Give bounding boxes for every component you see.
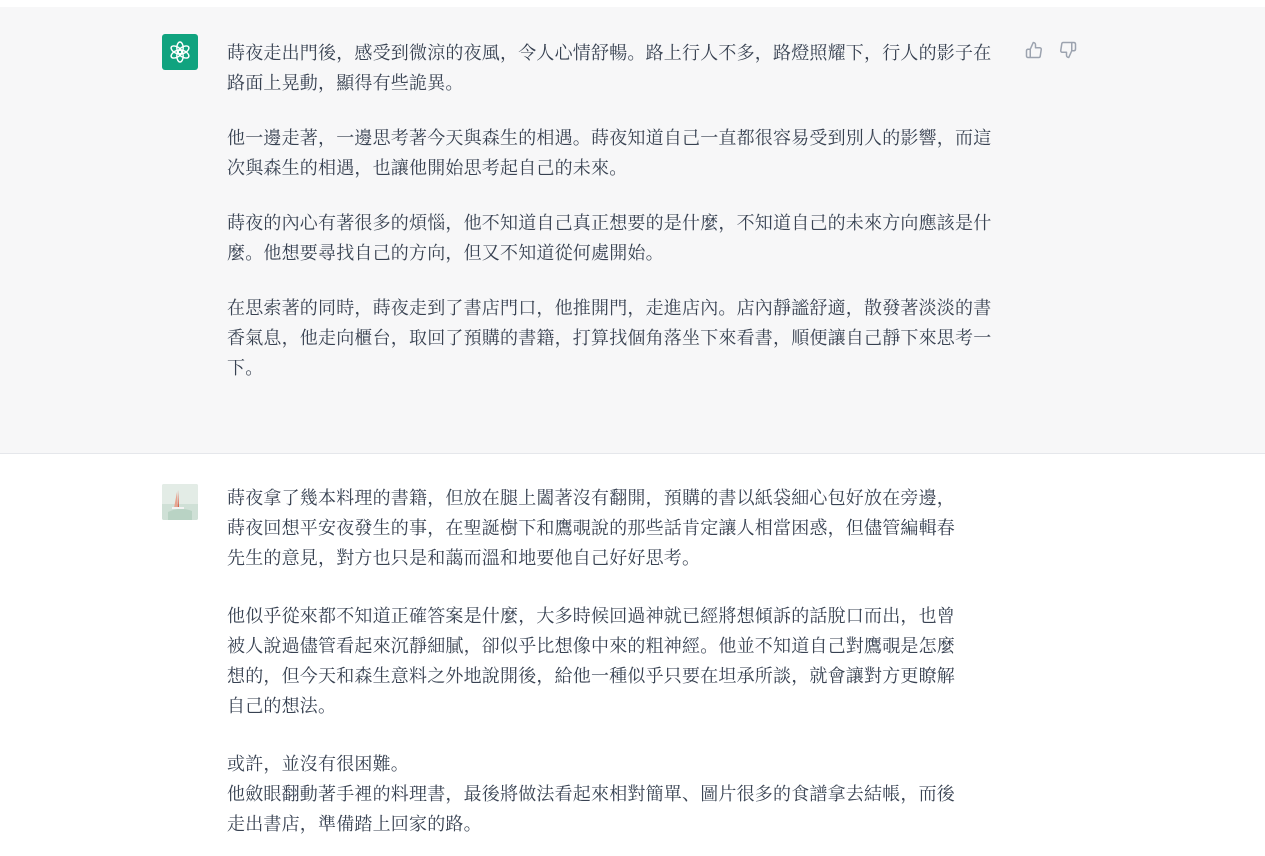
user-line: 他斂眼翻動著手裡的料理書，最後將做法看起來相對簡單、圖片很多的食譜拿去結帳，而後 [227, 784, 955, 805]
user-line: 他似乎從來都不知道正確答案是什麼，大多時候回過神就已經將想傾訴的話脫口而出，也曾 [227, 606, 955, 627]
paragraph-gap [227, 574, 1002, 602]
thumbs-down-button[interactable] [1058, 40, 1078, 60]
thumbs-down-icon [1059, 41, 1077, 59]
assistant-paragraph: 在思索著的同時，蒔夜走到了書店門口，他推開門，走進店內。店內靜謐舒適，散發著淡淡的書香氣息，他走向櫃台，取回了預購的書籍，打算找個角落坐下來看書，順便讓自己靜下來思考一下。 [227, 298, 992, 379]
user-line: 想的，但今天和森生意料之外地說開後，給他一種似乎只要在坦承所談，就會讓對方更瞭解 [227, 666, 955, 687]
user-line: 自己的想法。 [227, 696, 337, 717]
user-line: 先生的意見，對方也只是和藹而溫和地要他自己好好思考。 [227, 548, 701, 569]
user-line: 蒔夜拿了幾本料理的書籍，但放在腿上闔著沒有翻開，預購的書以紙袋細心包好放在旁邊， [227, 488, 955, 509]
user-line: 蒔夜回想平安夜發生的事，在聖誕樹下和鷹覗說的那些話肯定讓人相當困惑，但儘管編輯春 [227, 518, 955, 539]
thumbs-up-icon [1025, 41, 1043, 59]
user-line: 被人說過儘管看起來沉靜細膩，卻似乎比想像中來的粗神經。他並不知道自己對鷹覗是怎麼 [227, 636, 955, 657]
openai-logo-icon [162, 34, 198, 70]
assistant-paragraph: 蒔夜走出門後，感受到微涼的夜風，令人心情舒暢。路上行人不多，路燈照耀下，行人的影子在路面上晃動，顯得有些詭異。 [227, 43, 992, 94]
thumbs-up-button[interactable] [1024, 40, 1044, 60]
user-message [0, 454, 1265, 856]
assistant-paragraph: 他一邊走著，一邊思考著今天與森生的相遇。蒔夜知道自己一直都很容易受到別人的影響，而這次與森生的相遇，也讓他開始思考起自己的未來。 [227, 128, 992, 179]
feedback-buttons [1024, 40, 1078, 60]
assistant-paragraph: 蒔夜的內心有著很多的煩惱，他不知道自己真正想要的是什麼，不知道自己的未來方向應該是什麼。他想要尋找自己的方向，但又不知道從何處開始。 [227, 213, 992, 264]
user-line: 或許，並沒有很困難。 [227, 754, 409, 775]
assistant-message-text [227, 39, 1002, 409]
user-avatar [162, 484, 198, 520]
user-avatar-image [162, 484, 198, 520]
paragraph-gap [227, 722, 1002, 750]
assistant-message [0, 7, 1265, 454]
user-line: 走出書店，準備踏上回家的路。 [227, 814, 482, 835]
user-message-text [227, 484, 1002, 840]
